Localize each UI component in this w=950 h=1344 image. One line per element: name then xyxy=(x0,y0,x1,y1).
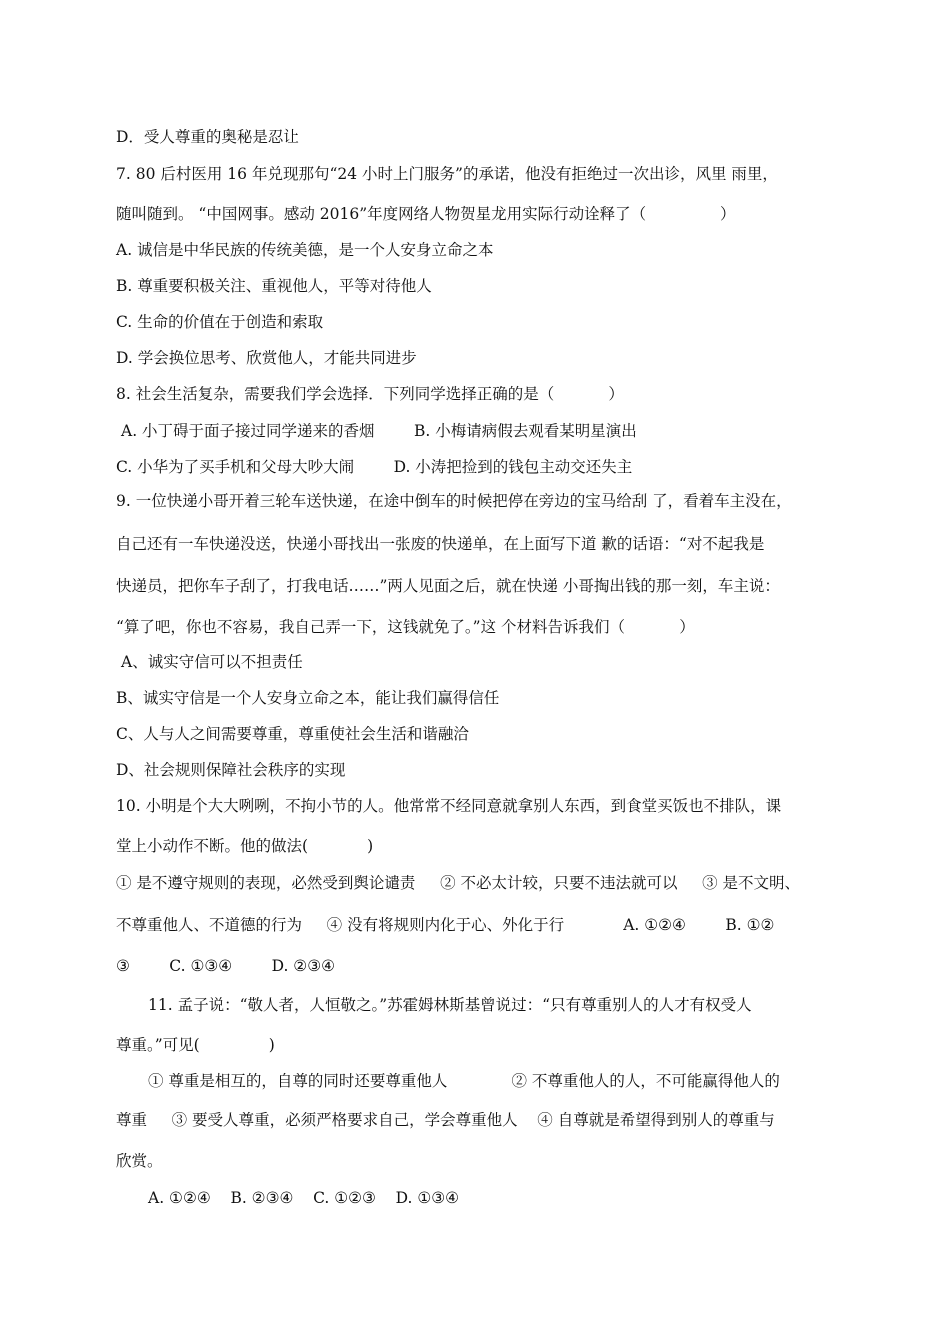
option-b-q7: B. 尊重要积极关注、重视他人，平等对待他人 xyxy=(116,277,432,295)
option-d-q6: D．受人尊重的奥秘是忍让 xyxy=(116,128,299,146)
question-7-line-2: 随叫随到。 “中国网事。感动 2016”年度网络人物贺星龙用实际行动诠释了（ ） xyxy=(116,205,736,223)
question-11-line-1: 11. 孟子说：“敬人者，人恒敬之。”苏霍姆林斯基曾说过：“只有尊重别人的人才有权受人 xyxy=(148,996,752,1014)
options-q10: ③ C. ①③④ D. ②③④ xyxy=(116,957,335,975)
question-9-line-4: “算了吧，你也不容易，我自己弄一下，这钱就免了。”这 个材料告诉我们（ ） xyxy=(116,618,695,636)
options-cd-q8: C. 小华为了买手机和父母大吵大闹 D. 小涛把捡到的钱包主动交还失主 xyxy=(116,458,633,476)
option-d-q7: D. 学会换位思考、欣赏他人，才能共同进步 xyxy=(116,349,417,367)
question-8: 8. 社会生活复杂，需要我们学会选择．下列同学选择正确的是（ ） xyxy=(116,385,624,403)
options-q11: A. ①②④ B. ②③④ C. ①②③ D. ①③④ xyxy=(148,1189,460,1207)
option-a-q7: A. 诚信是中华民族的传统美德，是一个人安身立命之本 xyxy=(116,241,494,259)
question-9-line-3: 快递员，把你车子刮了，打我电话……”两人见面之后，就在快递 小哥掏出钱的那一刻，车主说： xyxy=(116,577,780,595)
question-10-line-2: 堂上小动作不断。他的做法( ) xyxy=(116,837,374,855)
option-a-q9: A、诚实守信可以不担责任 xyxy=(121,653,303,671)
statements-q10-line-1: ① 是不遵守规则的表现，必然受到舆论谴责 ② 不必太计较，只要不违法就可以 ③ 是不文明、 xyxy=(116,874,801,892)
statements-q11-line-3: 欣赏。 xyxy=(116,1152,163,1170)
question-9-line-2: 自己还有一车快递没送，快递小哥找出一张废的快递单，在上面写下道 歉的话语：“对不起我是 xyxy=(116,535,765,553)
options-ab-q8: A. 小丁碍于面子接过同学递来的香烟 B. 小梅请病假去观看某明星演出 xyxy=(121,422,637,440)
question-9-line-1: 9. 一位快递小哥开着三轮车送快递，在途中倒车的时候把停在旁边的宝马给刮 了，看着车主没在， xyxy=(116,492,792,510)
statements-q11-line-2: 尊重 ③ 要受人尊重，必须严格要求自己，学会尊重他人 ④ 自尊就是希望得到别人的尊重与 xyxy=(116,1111,775,1129)
option-d-q9: D、社会规则保障社会秩序的实现 xyxy=(116,761,346,779)
statements-q10-line-2: 不尊重他人、不道德的行为 ④ 没有将规则内化于心、外化于行 A. ①②④ B. ①② xyxy=(116,916,775,934)
question-11-line-2: 尊重。”可见( ) xyxy=(116,1036,275,1054)
option-c-q7: C. 生命的价值在于创造和索取 xyxy=(116,313,324,331)
question-7-line-1: 7. 80 后村医用 16 年兑现那句“24 小时上门服务”的承诺，他没有拒绝过一次出诊，风里 雨里， xyxy=(116,165,778,183)
option-c-q9: C、人与人之间需要尊重，尊重使社会生活和谐融洽 xyxy=(116,725,469,743)
option-b-q9: B、诚实守信是一个人安身立命之本，能让我们赢得信任 xyxy=(116,689,500,707)
statements-q11-line-1: ① 尊重是相互的，自尊的同时还要尊重他人 ② 不尊重他人的人，不可能赢得他人的 xyxy=(148,1072,780,1090)
question-10-line-1: 10. 小明是个大大咧咧，不拘小节的人。他常常不经同意就拿别人东西，到食堂买饭也不排队，课 xyxy=(116,797,782,815)
